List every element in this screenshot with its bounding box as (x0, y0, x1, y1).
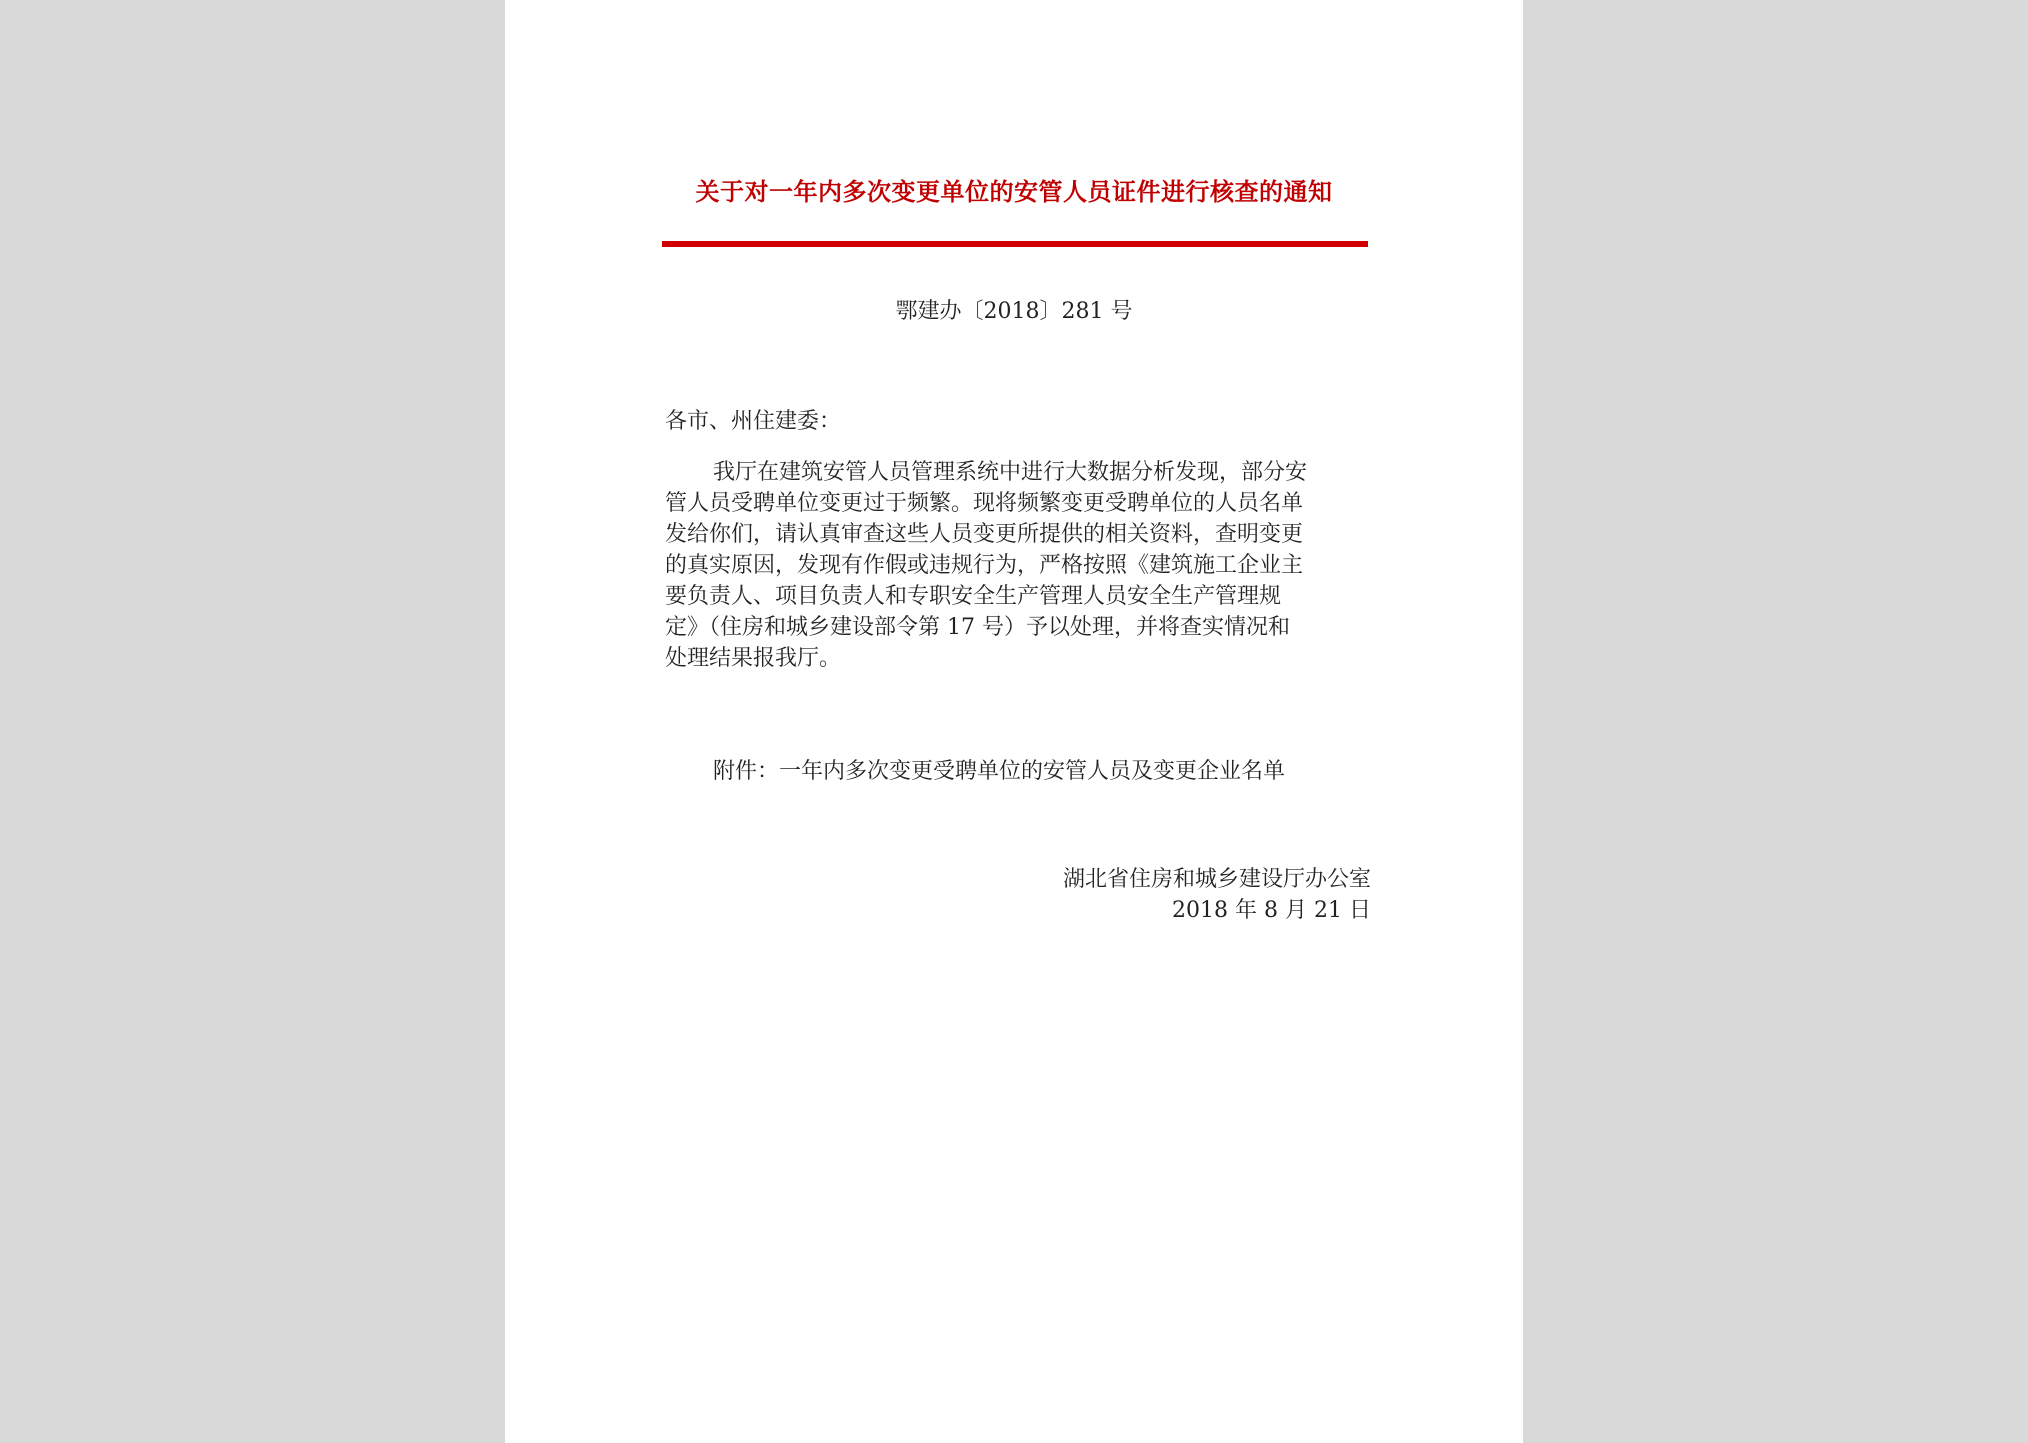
attachment-note: 附件：一年内多次变更受聘单位的安管人员及变更企业名单 (713, 759, 1286, 784)
body-line: 发给你们，请认真审查这些人员变更所提供的相关资料，查明变更 (665, 522, 1304, 547)
body-line: 我厅在建筑安管人员管理系统中进行大数据分析发现，部分安 (713, 460, 1308, 485)
document-title: 关于对一年内多次变更单位的安管人员证件进行核查的通知 (695, 177, 1333, 206)
document-number: 鄂建办〔2018〕281 号 (895, 299, 1133, 324)
body-line: 的真实原因，发现有作假或违规行为，严格按照《建筑施工企业主 (665, 553, 1304, 578)
body-line: 要负责人、项目负责人和专职安全生产管理人员安全生产管理规 (665, 584, 1282, 609)
body-line: 处理结果报我厅。 (665, 646, 842, 671)
salutation: 各市、州住建委： (665, 409, 842, 434)
red-header-rule (662, 241, 1368, 247)
issue-date: 2018 年 8 月 21 日 (1172, 898, 1371, 923)
issuer-name: 湖北省住房和城乡建设厅办公室 (1062, 867, 1371, 892)
body-line: 定》（住房和城乡建设部令第 17 号）予以处理，并将查实情况和 (665, 615, 1290, 640)
body-line: 管人员受聘单位变更过于频繁。现将频繁变更受聘单位的人员名单 (665, 491, 1304, 516)
document-page (505, 0, 1523, 1443)
